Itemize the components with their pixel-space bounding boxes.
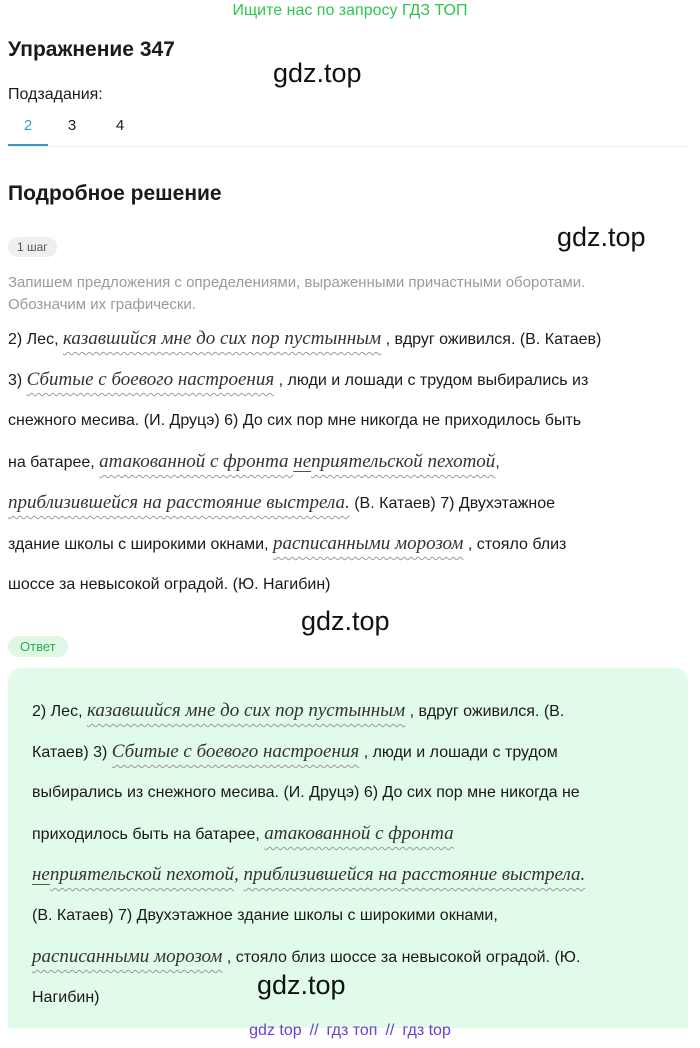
solution-heading: Подробное решение bbox=[8, 182, 222, 205]
footer-link[interactable]: гдз топ bbox=[326, 1022, 378, 1039]
plain-text: , bbox=[234, 864, 244, 885]
participial-phrase: атакованной с фронта bbox=[264, 823, 454, 844]
solution-line bbox=[8, 318, 692, 359]
footer-link[interactable]: gdz top bbox=[249, 1022, 302, 1039]
solution-line bbox=[8, 441, 692, 482]
answer-line bbox=[32, 854, 682, 895]
participial-phrase: казавшийся мне до сих пор пустынным bbox=[62, 328, 382, 349]
footer-separator: // bbox=[385, 1022, 395, 1039]
top-banner[interactable]: Ищите нас по запросу ГДЗ ТОП bbox=[232, 2, 468, 19]
note-line: Запишем предложения с определениями, выраженными причастными оборотами. bbox=[8, 274, 586, 291]
answer-line bbox=[32, 813, 682, 854]
footer-separator: // bbox=[309, 1022, 319, 1039]
plain-text: , стояло близ шоссе за невысокой оградой. (Ю. bbox=[222, 949, 581, 966]
solution-line bbox=[8, 564, 692, 605]
plain-text: (В. Катаев) 7) Двухэтажное здание школы с широкими окнами, bbox=[32, 907, 498, 924]
plain-text: Катаев) 3) bbox=[32, 744, 112, 761]
underlined-prefix: не bbox=[32, 864, 50, 885]
step-badge: 1 шаг bbox=[8, 237, 57, 257]
tabs-divider bbox=[8, 146, 688, 147]
step-note bbox=[8, 272, 688, 316]
watermark: gdz.top bbox=[301, 606, 390, 636]
plain-text: выбирались из снежного месива. (И. Друцэ) 6) До сих пор мне никогда не bbox=[32, 784, 580, 801]
plain-text: на батарее, bbox=[8, 454, 100, 471]
plain-text: приходилось быть на батарее, bbox=[32, 826, 265, 843]
plain-text: снежного месива. (И. Друцэ) 6) До сих пор мне никогда не приходилось быть bbox=[8, 412, 582, 429]
participial-phrase: Сбитые с боевого настроения bbox=[26, 369, 275, 390]
plain-text: , стояло близ bbox=[463, 536, 567, 553]
answer-line bbox=[32, 731, 682, 772]
participial-phrase: приятельской пехотой bbox=[311, 451, 496, 472]
solution-line bbox=[8, 523, 692, 564]
answer-badge: Ответ bbox=[8, 636, 68, 657]
answer-text bbox=[32, 690, 682, 1018]
participial-phrase: приятельской пехотой bbox=[49, 864, 235, 885]
tab-4[interactable]: 4 bbox=[115, 117, 125, 134]
footer-links bbox=[0, 1022, 700, 1040]
plain-text: Нагибин) bbox=[32, 989, 100, 1006]
participial-phrase: расписанными морозом bbox=[272, 533, 464, 554]
participial-phrase: приблизившейся на расстояние выстрела. bbox=[243, 864, 586, 885]
solution-line bbox=[8, 359, 692, 400]
participial-phrase: расписанными морозом bbox=[32, 946, 223, 967]
plain-text: шоссе за невысокой оградой. (Ю. Нагибин) bbox=[8, 576, 331, 593]
answer-line bbox=[32, 690, 682, 731]
participial-phrase: казавшийся мне до сих пор пустынным bbox=[86, 700, 406, 721]
tab-2[interactable]: 2 bbox=[8, 112, 48, 146]
answer-line bbox=[32, 936, 682, 977]
solution-text bbox=[8, 318, 692, 605]
plain-text: 2) Лес, bbox=[8, 331, 63, 348]
plain-text: , люди и лошади с трудом выбирались из bbox=[274, 372, 589, 389]
plain-text: , bbox=[495, 454, 500, 471]
answer-line bbox=[32, 895, 682, 936]
underlined-prefix: не bbox=[293, 451, 312, 472]
page-title: Упражнение 347 bbox=[8, 38, 175, 61]
watermark: gdz.top bbox=[273, 58, 362, 88]
plain-text: здание школы с широкими окнами, bbox=[8, 536, 273, 553]
watermark: gdz.top bbox=[557, 222, 646, 252]
watermark: gdz.top bbox=[257, 970, 346, 1000]
solution-line bbox=[8, 482, 692, 523]
plain-text: , вдруг оживился. (В. Катаев) bbox=[381, 331, 602, 348]
participial-phrase: атакованной с фронта bbox=[99, 451, 294, 472]
plain-text: , люди и лошади с трудом bbox=[359, 744, 558, 761]
tab-3[interactable]: 3 bbox=[67, 117, 77, 134]
plain-text: 2) Лес, bbox=[32, 703, 87, 720]
footer-link[interactable]: гдз top bbox=[402, 1022, 451, 1039]
answer-line bbox=[32, 772, 682, 813]
note-line: Обозначим их графически. bbox=[8, 296, 196, 313]
participial-phrase: приблизившейся на расстояние выстрела. bbox=[8, 492, 350, 513]
plain-text: , вдруг оживился. (В. bbox=[405, 703, 565, 720]
participial-phrase: Сбитые с боевого настроения bbox=[111, 741, 360, 762]
plain-text: 3) bbox=[8, 372, 27, 389]
subtask-tabs bbox=[8, 112, 144, 146]
plain-text: (В. Катаев) 7) Двухэтажное bbox=[349, 495, 556, 512]
answer-line bbox=[32, 977, 682, 1018]
solution-line bbox=[8, 400, 692, 441]
subtasks-label: Подзадания: bbox=[8, 86, 103, 103]
